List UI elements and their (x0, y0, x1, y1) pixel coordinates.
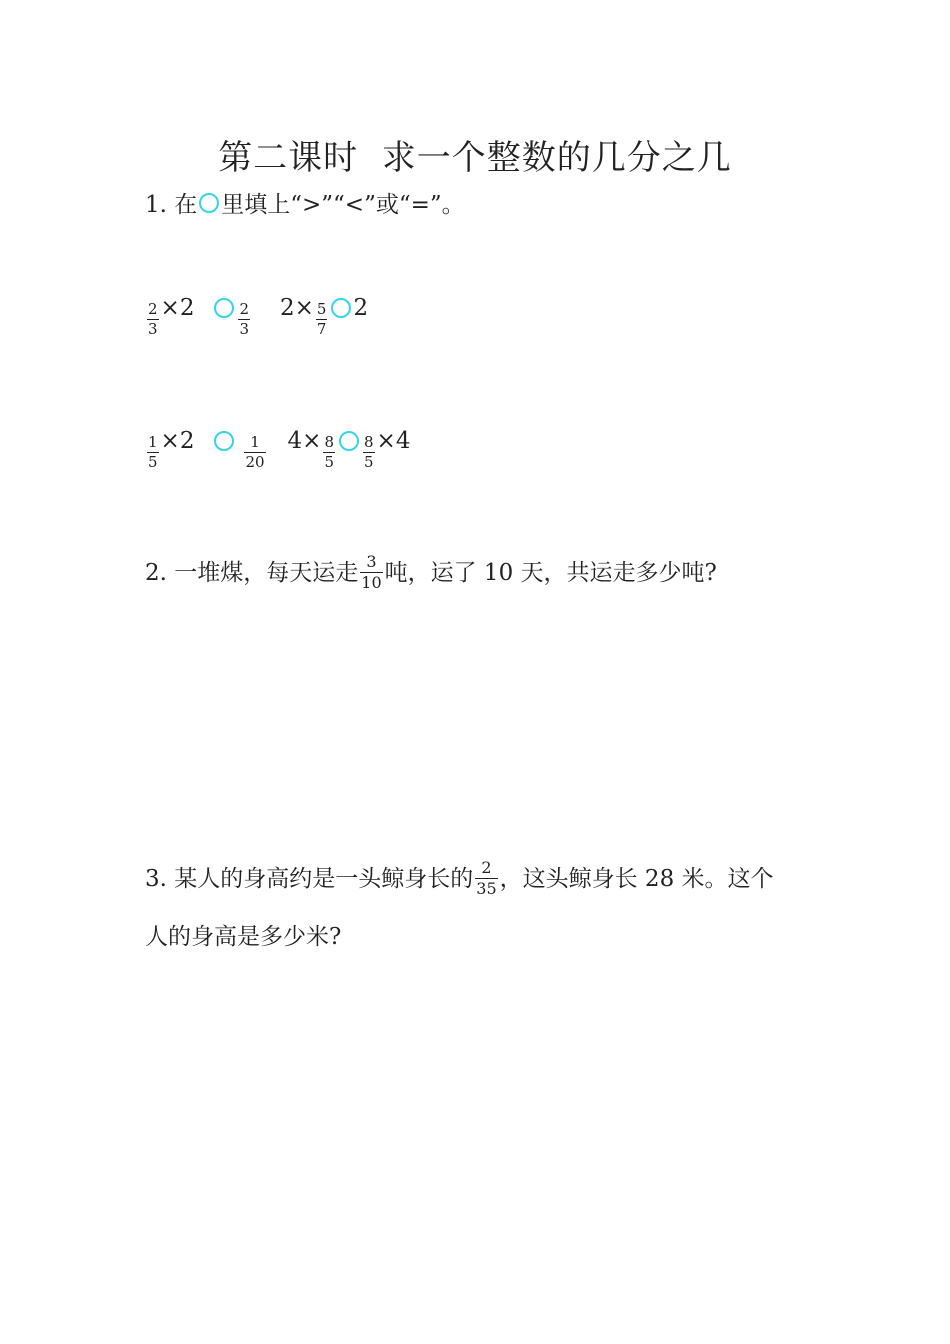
fraction-numerator: 2 (239, 300, 249, 318)
fraction (360, 554, 382, 591)
comparison-value: 2 (353, 294, 369, 321)
fraction-denominator: 5 (148, 453, 158, 471)
answer-circle-1b[interactable] (331, 298, 351, 318)
question-3-line-1 (145, 858, 774, 898)
question-3-text-start: 3. 某人的身高约是一头鲸身长的 (145, 866, 474, 892)
fraction (238, 302, 250, 337)
question-2 (145, 552, 717, 592)
fraction-denominator: 5 (324, 453, 334, 471)
fraction-denominator: 5 (364, 453, 374, 471)
answer-circle-2a[interactable] (214, 431, 234, 451)
multiply-term: ×4 (376, 427, 411, 454)
fraction-denominator: 35 (476, 879, 497, 898)
fraction-numerator: 2 (148, 300, 158, 318)
question-2-text-start: 2. 一堆煤，每天运走 (145, 560, 359, 586)
fraction-denominator: 7 (316, 320, 327, 338)
multiply-term: 4× (287, 427, 322, 454)
fraction-denominator: 3 (148, 320, 158, 338)
fraction-numerator: 3 (366, 552, 377, 571)
question-1-prefix: 1. 在 (145, 192, 198, 218)
fraction-denominator: 3 (239, 320, 249, 338)
fraction-numerator: 2 (481, 858, 492, 877)
multiply-term: ×2 (160, 427, 195, 454)
question-3-text-end: ，这头鲸身长 28 米。这个 (499, 866, 774, 892)
fraction-numerator: 8 (364, 433, 374, 451)
fraction-numerator: 8 (324, 433, 334, 451)
multiply-term: 2× (280, 294, 314, 321)
question-1-row-1 (145, 290, 369, 338)
fraction-numerator: 1 (148, 433, 158, 451)
circle-blank-icon (199, 193, 219, 213)
question-2-text-end: 吨，运了 10 天，共运走多少吨? (384, 560, 717, 586)
fraction-numerator: 1 (250, 433, 260, 451)
fraction-denominator: 10 (361, 573, 382, 592)
fraction (316, 302, 328, 337)
question-3-text-continued: 人的身高是多少米? (145, 924, 342, 950)
answer-circle-1a[interactable] (214, 298, 234, 318)
question-1-row-2 (145, 423, 411, 471)
page-title: 第二课时 求一个整数的几分之几 (218, 138, 732, 178)
question-3-line-2 (145, 918, 341, 951)
fraction (475, 860, 497, 897)
fraction (244, 435, 265, 470)
fraction-numerator: 5 (316, 300, 327, 318)
fraction (323, 435, 335, 470)
question-1-suffix: 里填上“>”“<”或“=”。 (221, 192, 465, 218)
fraction-denominator: 20 (245, 453, 265, 471)
answer-circle-2b[interactable] (339, 431, 359, 451)
fraction (363, 435, 375, 470)
fraction (147, 435, 159, 470)
question-1-instruction (145, 186, 465, 219)
fraction (147, 302, 159, 337)
multiply-term: ×2 (160, 294, 195, 321)
